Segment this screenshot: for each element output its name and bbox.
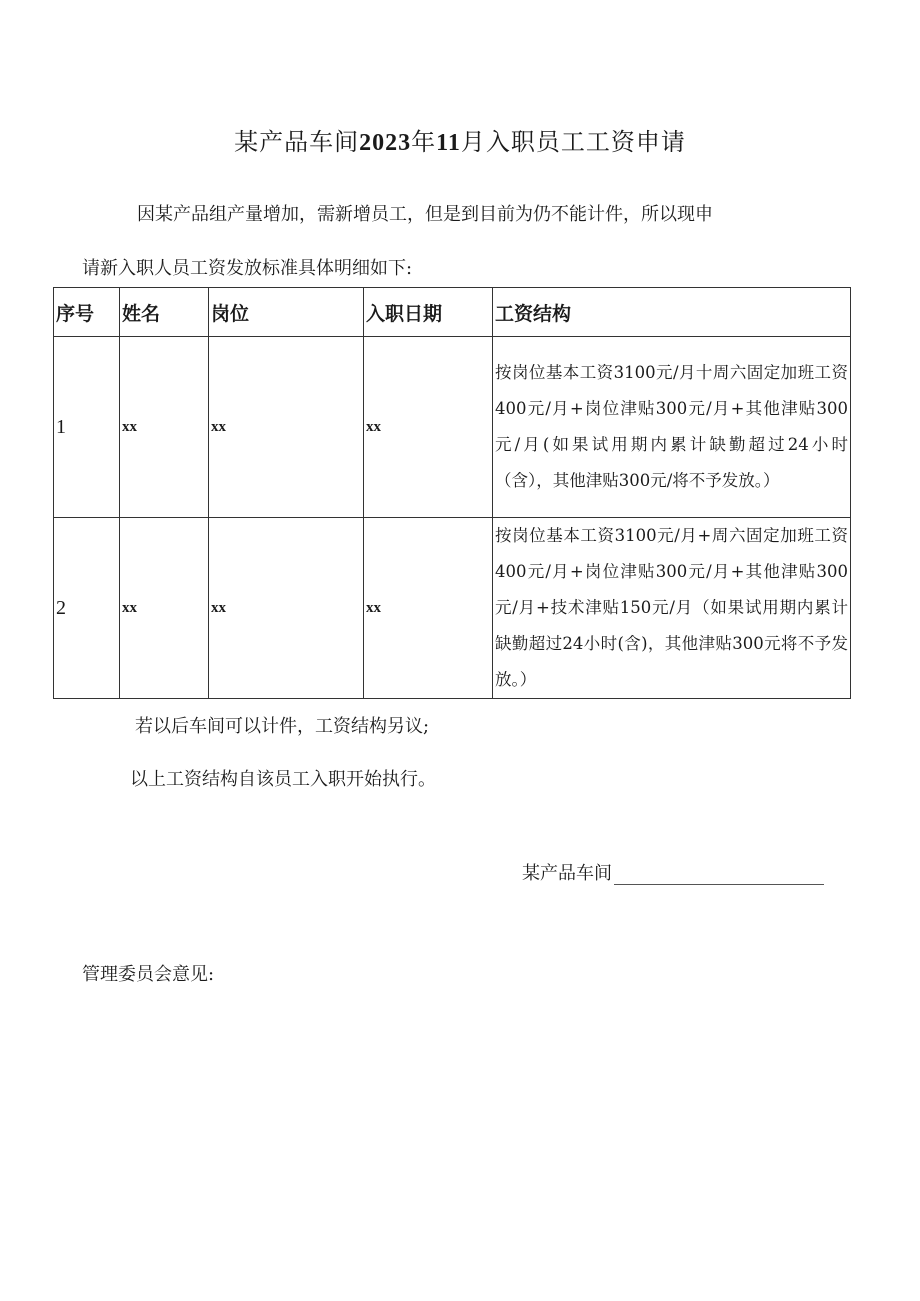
cell-date: xx [364, 518, 493, 699]
salary-table [53, 287, 851, 699]
table-header-row [54, 288, 851, 337]
title-year-unit: 年 [411, 128, 437, 156]
document-title [0, 122, 920, 157]
note-line-2: 以上工资结构自该员工入职开始执行。 [130, 769, 436, 790]
table-row [54, 337, 851, 518]
department-label: 某产品车间 [522, 863, 612, 884]
cell-structure: 按岗位基本工资3100元/月+周六固定加班工资400元/月+岗位津贴300元/月+其他津贴300元/月+技术津贴150元/月（如果试用期内累计缺勤超过24小时(含)，其他津贴300元将不予发放。） [493, 518, 851, 699]
header-seq: 序号 [54, 288, 120, 337]
signature-line[interactable] [614, 864, 824, 885]
cell-date: xx [364, 337, 493, 518]
cell-structure: 按岗位基本工资3100元/月十周六固定加班工资400元/月+岗位津贴300元/月+其他津贴300元/月(如果试用期内累计缺勤超过24小时（含），其他津贴300元/将不予发放。） [493, 337, 851, 518]
title-prefix: 某产品车间 [234, 128, 360, 156]
cell-seq: 1 [54, 337, 120, 518]
header-name: 姓名 [120, 288, 209, 337]
cell-post: xx [209, 518, 364, 699]
department-signature [522, 859, 824, 885]
title-year: 2023 [359, 130, 412, 156]
intro-line-2: 请新入职人员工资发放标准具体明细如下: [82, 258, 413, 279]
header-post: 岗位 [209, 288, 364, 337]
intro-line-1: 因某产品组产量增加，需新增员工，但是到目前为仍不能计件，所以现申 [137, 204, 713, 225]
cell-seq: 2 [54, 518, 120, 699]
cell-post: xx [209, 337, 364, 518]
cell-name: xx [120, 518, 209, 699]
title-suffix: 月入职员工工资申请 [460, 128, 686, 156]
header-date: 入职日期 [364, 288, 493, 337]
committee-opinion-label: 管理委员会意见: [82, 964, 215, 985]
table-row [54, 518, 851, 699]
note-line-1: 若以后车间可以计件，工资结构另议; [135, 716, 430, 737]
title-month: 11 [436, 130, 461, 156]
cell-name: xx [120, 337, 209, 518]
header-structure: 工资结构 [493, 288, 851, 337]
